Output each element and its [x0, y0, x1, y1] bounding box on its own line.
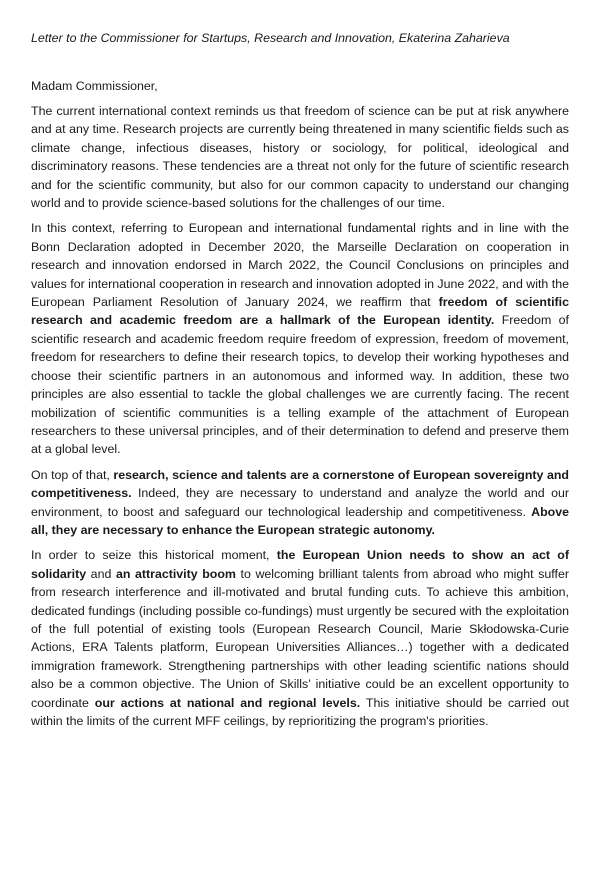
paragraph-text: On top of that,: [31, 467, 114, 482]
emphasis-text: our actions at national and regional levels.: [94, 695, 361, 710]
emphasis-text: Above all, they are necessary to enhance the European strategic autonomy.: [31, 504, 569, 537]
emphasis-text: freedom of scientific research and academic freedom are a hallmark of the European identity.: [31, 295, 569, 328]
emphasis-text: an attractivity boom: [115, 566, 236, 581]
paragraph-text: In order to seize this historical moment,: [31, 548, 277, 563]
paragraph-text: Freedom of scientific research and academic freedom require freedom of expression, freedom of movement, freedom for researchers to define their research topics, to develop their working hypotheses and choose their scientific partners in an autonomous and informed way. In addition, these two principles are also essential to tackle the global challenges we are currently facing. The recent mobilization of scientific communities is a telling example of the attachment of European researchers to these universal principles, and of their determination to defend and preserve them at a global level.: [31, 313, 569, 457]
paragraph-3: [31, 466, 569, 540]
paragraph-text: and: [86, 566, 116, 581]
salutation: Madam Commissioner,: [31, 79, 158, 93]
emphasis-text: research, science and talents are a cornerstone of European sovereignty and competitiveness.: [31, 467, 569, 501]
paragraph-4: [31, 546, 569, 730]
paragraph-1: [31, 102, 569, 212]
paragraph-text: Indeed, they are necessary to understand and analyze the world and our environment, to boost and safeguard our technological leadership and competitiveness.: [31, 486, 569, 519]
paragraph-2: [31, 219, 569, 458]
emphasis-text: the European Union needs to show an act of solidarity: [31, 548, 569, 581]
letter-title: Letter to the Commissioner for Startups, Research and Innovation, Ekaterina Zaharieva: [31, 31, 510, 45]
paragraph-text: In this context, referring to European and international fundamental rights and in line with the Bonn Declaration adopted in December 2020, the Marseille Declaration on cooperation in research and innovation endorsed in March 2022, the Council Conclusions on principles and values for international cooperation in research and innovation adopted in June 2022, and with the European Parliament Resolution of January 2024, we reaffirm that: [31, 221, 569, 310]
paragraph-text: The current international context reminds us that freedom of science can be put at risk anywhere and at any time. Research projects are currently being threatened in many scientific fields such as climate change, infectious diseases, history or sociology, for political, ideological and discriminatory reasons. These tendencies are a threat not only for the future of scientific research and for the scientific community, but also for our common capacity to understand our changing world and to provide science-based solutions for the challenges of our time.: [31, 104, 569, 211]
paragraph-text: to welcoming brilliant talents from abroad who might suffer from research interference and ill-motivated and brutal funding cuts. To achieve this ambition, dedicated fundings (including possible co-fundings) must urgently be secured with the exploitation of the full potential of existing tools (European Research Council, Marie Skłodowska-Curie Actions, ERA Talents platform, European Universities Alliances…) together with a dedicated immigration framework. Strengthening partnerships with other leading scientific nations should also be a common objective. The Union of Skills’ initiative could be an excellent opportunity to coordinate: [31, 566, 569, 710]
paragraph-text: This initiative should be carried out within the limits of the current MFF ceilings, by reprioritizing the program's priorities.: [31, 695, 569, 728]
